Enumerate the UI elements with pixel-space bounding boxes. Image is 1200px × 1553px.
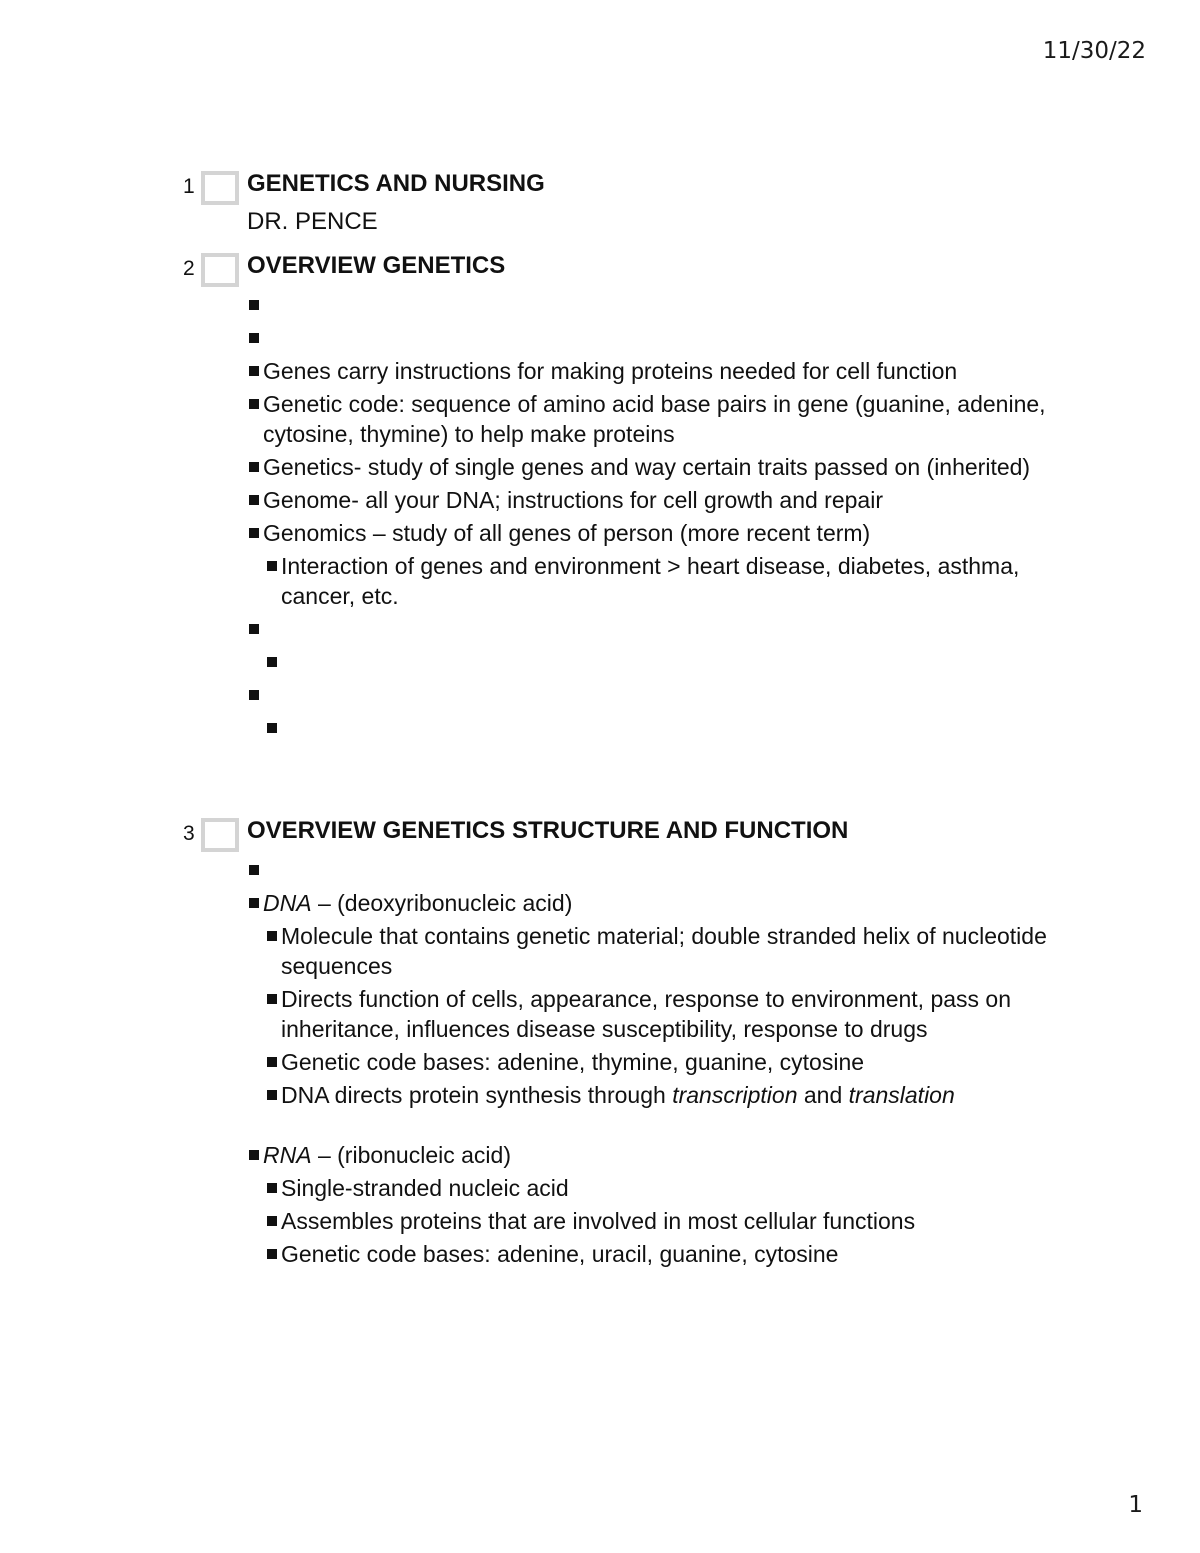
list-item: Genetics- study of single genes and way certain traits passed on (inherited) <box>247 452 1047 482</box>
bullet-icon <box>267 1216 277 1226</box>
list-item <box>247 855 1047 885</box>
list-item: Assembles proteins that are involved in most cellular functions <box>265 1206 1047 1236</box>
list-item: Genomics – study of all genes of person (more recent term) <box>247 518 1047 548</box>
bullet-icon <box>267 931 277 941</box>
slide-number: 1 <box>183 175 195 198</box>
page-number: 1 <box>1128 1492 1143 1518</box>
bullet-icon <box>249 865 259 875</box>
list-item <box>265 647 1047 677</box>
bullet-icon <box>249 399 259 409</box>
list-item: RNA – (ribonucleic acid) <box>247 1140 1047 1170</box>
bullet-icon <box>267 1090 277 1100</box>
slide-thumbnail-checkbox[interactable] <box>201 171 239 205</box>
slide-thumbnail-checkbox[interactable] <box>201 818 239 852</box>
bullet-icon <box>249 366 259 376</box>
list-item: Interaction of genes and environment > heart disease, diabetes, asthma, cancer, etc. <box>265 551 1047 611</box>
bullet-icon <box>249 1150 259 1160</box>
list-item: Genetic code bases: adenine, thymine, guanine, cytosine <box>265 1047 1047 1077</box>
list-item: Genetic code: sequence of amino acid base pairs in gene (guanine, adenine, cytosine, thymine) to help make proteins <box>247 389 1047 449</box>
bullet-icon <box>249 898 259 908</box>
header-date: 11/30/22 <box>1042 38 1146 64</box>
slide-number: 2 <box>183 257 195 280</box>
bullet-icon <box>267 1057 277 1067</box>
bullet-icon <box>249 495 259 505</box>
list-item: DNA directs protein synthesis through transcription and translation <box>265 1080 1047 1110</box>
list-item <box>247 680 1047 710</box>
slide-title: OVERVIEW GENETICS <box>247 252 506 279</box>
list-item: Genetic code bases: adenine, uracil, guanine, cytosine <box>265 1239 1047 1269</box>
list-item: Single-stranded nucleic acid <box>265 1173 1047 1203</box>
slide-title: OVERVIEW GENETICS STRUCTURE AND FUNCTION <box>247 817 849 844</box>
bullet-list <box>247 855 1047 1272</box>
slide-title: GENETICS AND NURSING <box>247 170 545 197</box>
list-item <box>247 290 1047 320</box>
slide-thumbnail-checkbox[interactable] <box>201 253 239 287</box>
list-item <box>247 323 1047 353</box>
list-item: Molecule that contains genetic material; double stranded helix of nucleotide sequences <box>265 921 1047 981</box>
bullet-icon <box>267 561 277 571</box>
bullet-list <box>247 290 1047 746</box>
list-item <box>265 713 1047 743</box>
bullet-icon <box>249 300 259 310</box>
list-item: Genome- all your DNA; instructions for cell growth and repair <box>247 485 1047 515</box>
bullet-icon <box>267 1249 277 1259</box>
bullet-icon <box>249 624 259 634</box>
bullet-icon <box>249 528 259 538</box>
bullet-icon <box>267 657 277 667</box>
bullet-icon <box>249 462 259 472</box>
list-item: DNA – (deoxyribonucleic acid) <box>247 888 1047 918</box>
list-item <box>247 614 1047 644</box>
list-item: Genes carry instructions for making proteins needed for cell function <box>247 356 1047 386</box>
bullet-icon <box>249 690 259 700</box>
bullet-icon <box>267 1183 277 1193</box>
slide-subtitle: DR. PENCE <box>247 208 378 235</box>
list-item: Directs function of cells, appearance, response to environment, pass on inheritance, influences disease susceptibility, response to drugs <box>265 984 1047 1044</box>
bullet-icon <box>249 333 259 343</box>
bullet-icon <box>267 723 277 733</box>
bullet-icon <box>267 994 277 1004</box>
slide-number: 3 <box>183 822 195 845</box>
